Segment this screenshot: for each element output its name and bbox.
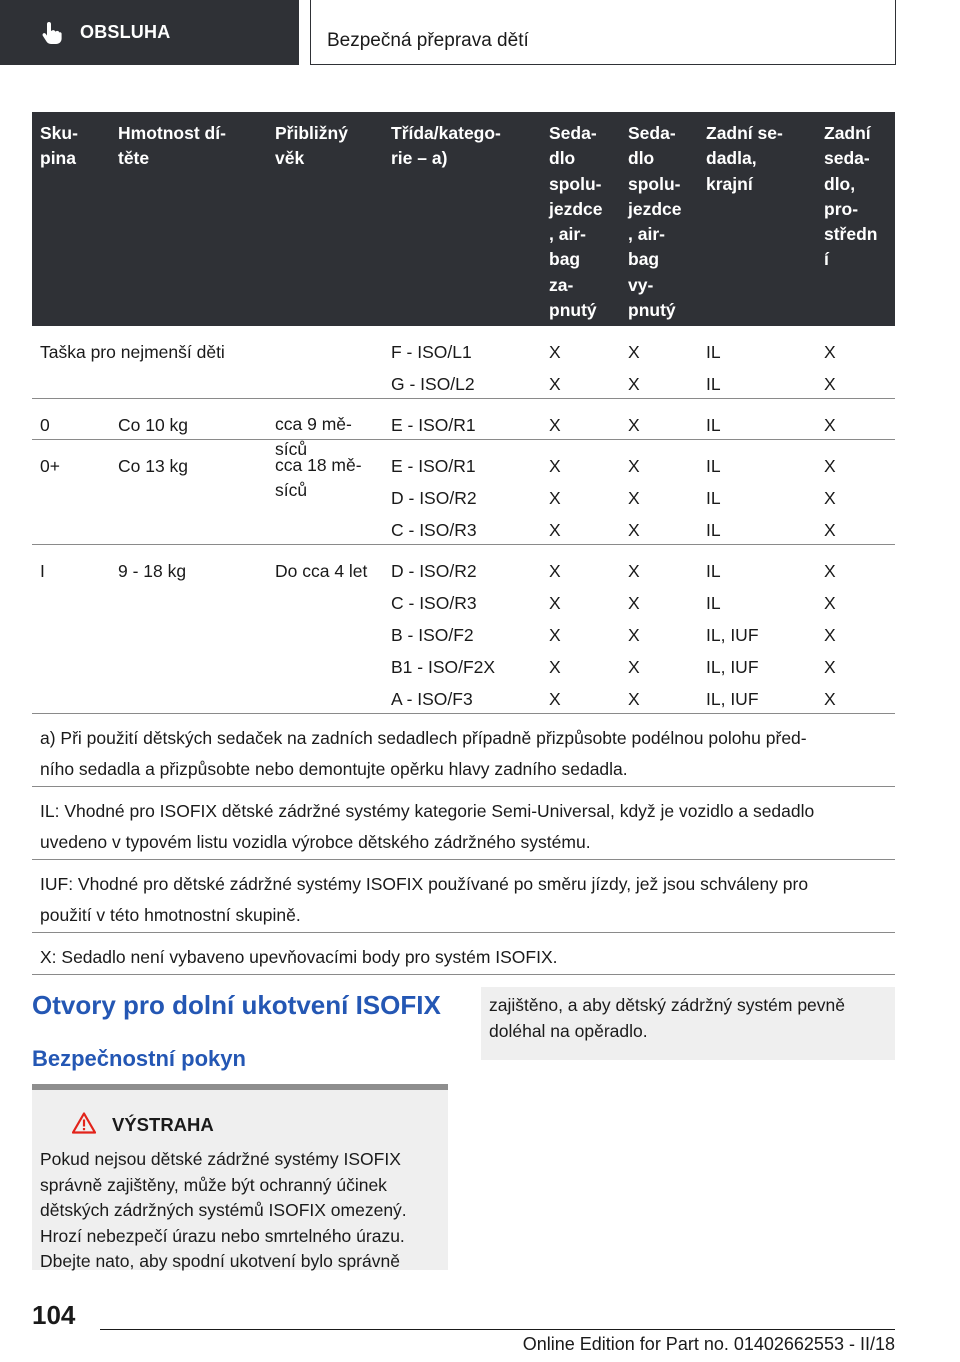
header-age [275, 121, 348, 172]
cell-rear-center [824, 336, 836, 400]
text-line: E - ISO/R1 [391, 456, 476, 476]
cell-rear-center [824, 555, 836, 715]
text-line: X [824, 657, 836, 677]
text-line: D - ISO/R2 [391, 488, 477, 508]
text-line: ního sedadla a přizpůsobte nebo demontujte opěrku hlavy zadního sedadla. [40, 759, 628, 779]
cell-age [275, 453, 362, 503]
text-line: X [628, 456, 640, 476]
text-line: spolu- [628, 173, 681, 194]
text-line: Třída/katego- [391, 123, 501, 143]
text-line: X [549, 374, 561, 394]
cell-weight: Co 13 kg [118, 456, 189, 476]
cell-front-off [628, 555, 640, 715]
isofix-table [32, 112, 895, 975]
cell-front-on [549, 555, 561, 715]
text-line: X [549, 625, 561, 645]
text-line: X [628, 342, 640, 362]
page-header [310, 0, 896, 65]
text-line: X [549, 342, 561, 362]
text-line: použití v této hmotnostní skupině. [40, 905, 301, 925]
text-line: Hrozí nebezpečí úrazu nebo smrtelného úrazu. [40, 1225, 405, 1246]
text-line: X [549, 657, 561, 677]
text-line: pina [40, 148, 76, 169]
text-line: X [628, 561, 640, 581]
text-line: X [628, 689, 640, 709]
text-line: C - ISO/R3 [391, 593, 477, 613]
text-line: X [628, 415, 640, 435]
footnote [32, 787, 895, 860]
hand-icon [42, 21, 62, 45]
text-line: správně zajištěny, může být ochranný účinek [40, 1174, 387, 1195]
text-line: Přibližný [275, 123, 348, 143]
text-line: X [549, 561, 561, 581]
text-line: Zadní [824, 123, 871, 143]
text-line: těte [118, 148, 150, 169]
text-line: uvedeno v typovém listu vozidla výrobce dětského zádržného systému. [40, 832, 591, 852]
warning-icon [72, 1112, 96, 1134]
text-line: IL [706, 415, 721, 435]
cell-group: Taška pro nejmenší děti [40, 342, 225, 362]
text-line: X [628, 520, 640, 540]
text-line: IL, IUF [706, 657, 759, 677]
footnote [32, 860, 895, 933]
text-line: í [824, 249, 829, 270]
text-line: Do cca 4 let [275, 561, 368, 581]
text-line: Dbejte nato, aby spodní ukotvení bylo správně [40, 1251, 400, 1271]
text-line: X [549, 593, 561, 613]
text-line: jezdce [628, 198, 682, 219]
cell-rear-center [824, 409, 836, 441]
text-line: pnutý [549, 300, 597, 321]
text-line: cca 9 mě- [275, 414, 352, 434]
table-row [32, 326, 895, 399]
text-line: dlo, [824, 173, 856, 194]
text-line: X [824, 374, 836, 394]
text-line: zajištěno, a aby dětský zádržný systém pevně [489, 995, 846, 1015]
cell-weight: Co 10 kg [118, 415, 189, 435]
text-line: IL [706, 561, 721, 581]
text-line: G - ISO/L2 [391, 374, 475, 394]
header-weight [118, 121, 226, 172]
text-line: spolu- [549, 173, 602, 194]
cell-front-off [628, 336, 640, 400]
footer-rule [100, 1329, 895, 1330]
text-line: X [628, 657, 640, 677]
text-line: IL [706, 520, 721, 540]
text-line: Hmotnost dí- [118, 123, 226, 143]
text-line: X [549, 689, 561, 709]
cell-group: 0 [40, 415, 50, 435]
text-line: B - ISO/F2 [391, 625, 474, 645]
text-line: IL [706, 593, 721, 613]
table-row [32, 545, 895, 714]
text-line: IL [706, 456, 721, 476]
text-line: pro- [824, 198, 859, 219]
text-line: bag [549, 249, 581, 270]
text-line: dadla, [706, 148, 757, 169]
text-line: X [824, 342, 836, 362]
text-line: B1 - ISO/F2X [391, 657, 496, 677]
text-line: Pokud nejsou dětské zádržné systémy ISOFIX [40, 1149, 401, 1169]
text-line: X [824, 561, 836, 581]
footnote [32, 933, 895, 975]
cell-rear-outer [706, 555, 759, 715]
text-line: D - ISO/R2 [391, 561, 477, 581]
text-line: A - ISO/F3 [391, 689, 473, 709]
cell-rear-outer [706, 336, 721, 400]
text-line: rie – a) [391, 148, 448, 169]
cell-front-off [628, 450, 640, 546]
warning-title: VÝSTRAHA [112, 1114, 214, 1135]
edition-note: Online Edition for Part no. 01402662553 - II/18 [522, 1334, 895, 1354]
text-line: X [824, 415, 836, 435]
cell-front-on [549, 409, 561, 441]
table-row [32, 399, 895, 459]
text-line: Sku- [40, 123, 78, 143]
text-line: IUF: Vhodné pro dětské zádržné systémy ISOFIX používané po směru jízdy, jež jsou schváleny pro [40, 874, 809, 894]
text-line: X [628, 625, 640, 645]
text-line: X [549, 456, 561, 476]
text-line: síců [275, 439, 308, 459]
text-line: X [628, 374, 640, 394]
cell-rear-center [824, 450, 836, 546]
text-line: cca 18 mě- [275, 455, 362, 475]
footnote [32, 714, 895, 787]
text-line: IL, IUF [706, 689, 759, 709]
text-line: X [824, 593, 836, 613]
cell-front-on [549, 450, 561, 546]
page-number: 104 [32, 1300, 76, 1330]
table-row [32, 440, 895, 545]
cell-classes [391, 555, 495, 715]
text-line: věk [275, 148, 305, 169]
cell-weight: 9 - 18 kg [118, 561, 187, 581]
table-header [32, 112, 895, 326]
text-line: dětských zádržných systémů ISOFIX omezený. [40, 1200, 407, 1220]
section-heading: Otvory pro dolní ukotvení ISOFIX [32, 990, 441, 1020]
text-line: IL [706, 342, 721, 362]
text-line: za- [549, 274, 574, 295]
cell-group: 0+ [40, 456, 60, 476]
text-line: X [628, 593, 640, 613]
text-line: seda- [824, 148, 870, 169]
text-line: , air- [628, 224, 665, 245]
cell-group: I [40, 561, 45, 581]
text-line: F - ISO/L1 [391, 342, 472, 362]
text-line: vy- [628, 274, 654, 295]
header-rear-outer [706, 121, 783, 197]
header-front-airbag-on [549, 121, 603, 323]
text-line: X: Sedadlo není vybaveno upevňovacími body pro systém ISOFIX. [40, 947, 558, 967]
warning-box [32, 1084, 448, 1270]
text-line: X [824, 625, 836, 645]
text-line: E - ISO/R1 [391, 415, 476, 435]
header-group [40, 121, 78, 172]
text-line: IL, IUF [706, 625, 759, 645]
text-line: X [824, 488, 836, 508]
text-line: dlo [628, 148, 655, 169]
text-line: a) Při použití dětských sedaček na zadních sedadlech případně přizpůsobte podélnou polohu před- [40, 728, 807, 748]
header-rear-center [824, 121, 877, 273]
cell-front-off [628, 409, 640, 441]
text-line: X [824, 520, 836, 540]
text-line: X [628, 488, 640, 508]
text-line: IL [706, 488, 721, 508]
header-front-airbag-off [628, 121, 682, 323]
cell-classes [391, 450, 477, 546]
text-line: IL: Vhodné pro ISOFIX dětské zádržné systémy kategorie Semi-Universal, když je vozidlo a sedadlo [40, 801, 815, 821]
text-line: , air- [549, 224, 586, 245]
header-class [391, 121, 501, 172]
text-line: doléhal na opěradlo. [489, 1020, 648, 1041]
text-line: krajní [706, 173, 753, 194]
section-tab [0, 0, 299, 65]
section-subheading: Bezpečnostní pokyn [32, 1046, 246, 1071]
text-line: IL [706, 374, 721, 394]
cell-rear-outer [706, 409, 721, 441]
text-line: pnutý [628, 300, 676, 321]
text-line: C - ISO/R3 [391, 520, 477, 540]
text-line: středn [824, 224, 878, 245]
section-label: OBSLUHA [80, 22, 171, 42]
text-line: X [549, 415, 561, 435]
cell-front-on [549, 336, 561, 400]
text-line: Zadní se- [706, 123, 783, 143]
text-line: jezdce [549, 198, 603, 219]
text-line: X [824, 456, 836, 476]
text-line: X [549, 488, 561, 508]
text-line: Seda- [628, 123, 676, 143]
warning-text [40, 1147, 444, 1275]
text-line: síců [275, 480, 308, 500]
text-line: X [824, 689, 836, 709]
page-title: Bezpečná přeprava dětí [327, 30, 529, 51]
cell-classes [391, 336, 475, 400]
warning-continuation [481, 987, 895, 1060]
table-body [32, 326, 895, 714]
cell-rear-outer [706, 450, 721, 546]
text-line: X [549, 520, 561, 540]
table-notes [32, 714, 895, 975]
text-line: Seda- [549, 123, 597, 143]
text-line: dlo [549, 148, 576, 169]
cell-classes [391, 409, 476, 441]
cell-age [275, 555, 367, 587]
text-line: bag [628, 249, 660, 270]
